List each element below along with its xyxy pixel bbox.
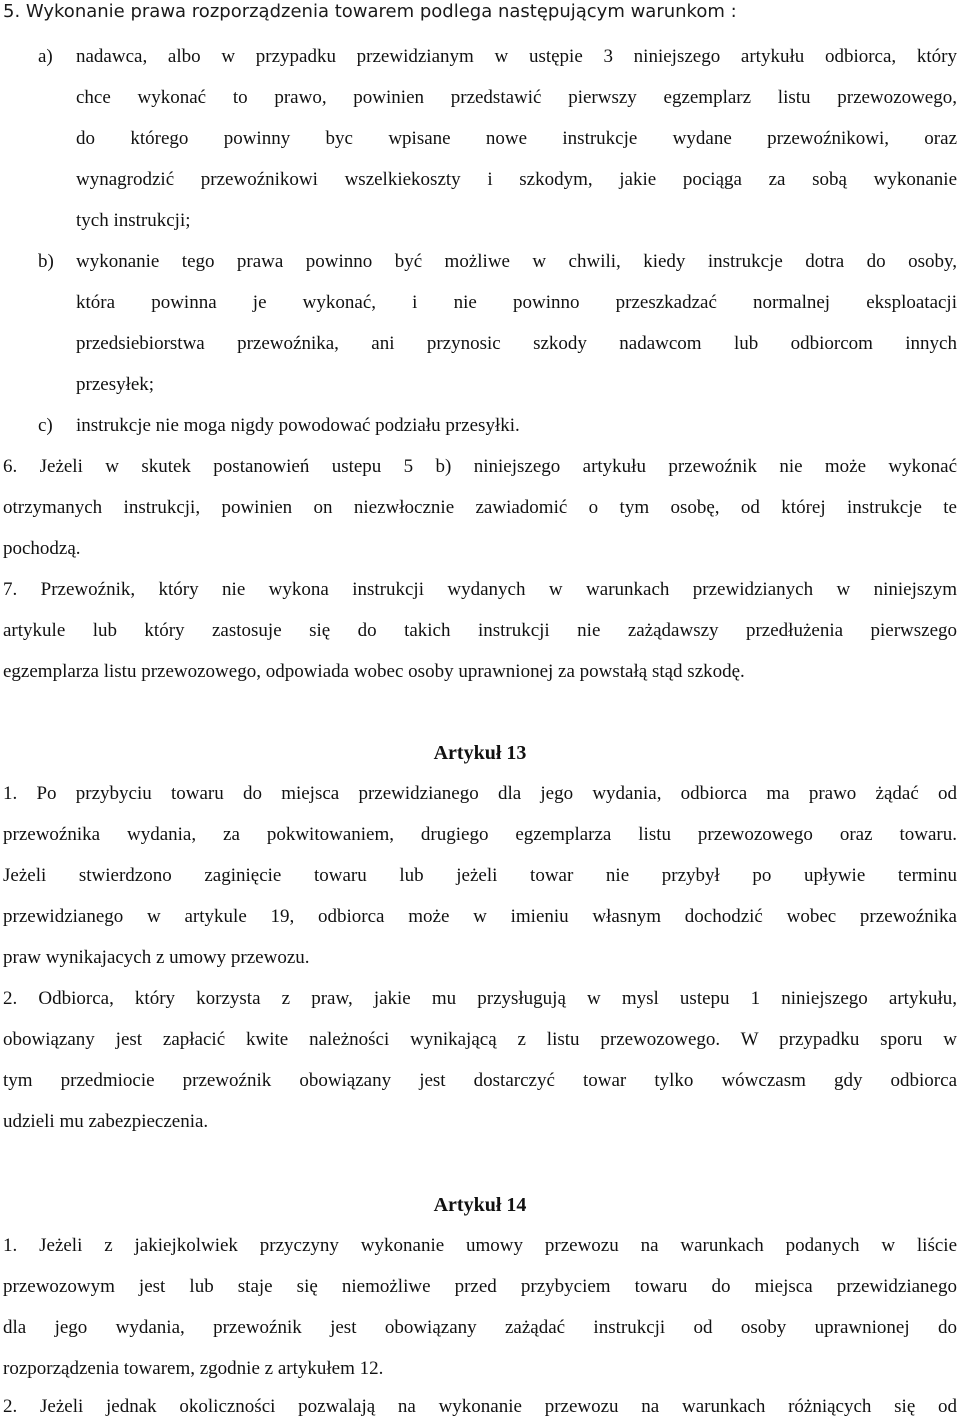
article-13-p2-line: tym przedmiocie przewoźnik obowiązany jest dostarczyć towar tylko wówczasm gdy odbiorca — [3, 1070, 957, 1091]
article-14-title: Artykuł 14 — [433, 1194, 527, 1216]
section-5b-line: która powinna je wykonać, i nie powinno przeszkadzać normalnej eksploatacji — [76, 292, 957, 313]
article-13-p2-line: 2. Odbiorca, który korzysta z praw, jakie mu przysługują w mysl ustepu 1 niniejszego artykułu, — [3, 988, 957, 1009]
article-14-p2-line: 2. Jeżeli jednak okoliczności pozwalają na wykonanie przewozu na warunkach różniących się od — [3, 1396, 957, 1417]
article-13-p1-line: przewidzianego w artykule 19, odbiorca może w imieniu własnym dochodzić wobec przewoźnika — [3, 906, 957, 927]
section-5c-line: instrukcje nie moga nigdy powodować podziału przesyłki. — [76, 415, 520, 436]
article-14-p1-line: dla jego wydania, przewoźnik jest obowiązany zażądać instrukcji od osoby uprawnionej do — [3, 1317, 957, 1338]
section-5a-line: nadawca, albo w przypadku przewidzianym w ustępie 3 niniejszego artykułu odbiorca, który — [76, 46, 957, 67]
list-marker-b: b) — [38, 251, 54, 272]
section-5b-line: przesyłek; — [76, 374, 155, 395]
article-14-p1-line: rozporządzenia towarem, zgodnie z artykułem 12. — [3, 1358, 384, 1379]
section-6-line: otrzymanych instrukcji, powinien on niezwłocznie zawiadomić o tym osobę, od której instrukcje te — [3, 497, 957, 518]
section-6-line: pochodzą. — [3, 538, 81, 559]
section-7-line: 7. Przewoźnik, który nie wykona instrukcji wydanych w warunkach przewidzianych w niniejszym — [3, 579, 957, 600]
article-13-p2-line: udzieli mu zabezpieczenia. — [3, 1111, 209, 1132]
section-5a-line: chce wykonać to prawo, powinien przedstawić pierwszy egzemplarz listu przewozowego, — [76, 87, 957, 108]
article-14-p1-line: przewozowym jest lub staje się niemożliwe przed przybyciem towaru do miejsca przewidzianego — [3, 1276, 957, 1297]
article-14-p1-line: 1. Jeżeli z jakiejkolwiek przyczyny wykonanie umowy przewozu na warunkach podanych w liście — [3, 1235, 957, 1256]
section-6-line: 6. Jeżeli w skutek postanowień ustepu 5 b) niniejszego artykułu przewoźnik nie może wykonać — [3, 456, 957, 477]
section-7-line: artykule lub który zastosuje się do takich instrukcji nie zażądawszy przedłużenia pierwszego — [3, 620, 957, 641]
list-marker-a: a) — [38, 46, 53, 67]
section-7-line: egzemplarza listu przewozowego, odpowiada wobec osoby uprawnionej za powstałą stąd szkodę. — [3, 661, 745, 682]
article-13-p1-line: 1. Po przybyciu towaru do miejsca przewidzianego dla jego wydania, odbiorca ma prawo żądać od — [3, 783, 957, 804]
article-13-p1-line: Jeżeli stwierdzono zaginięcie towaru lub jeżeli towar nie przybył po upływie terminu — [3, 865, 957, 886]
section-5-intro: 5. Wykonanie prawa rozporządzenia towarem podlega następującym warunkom : — [3, 1, 737, 22]
section-5b-line: wykonanie tego prawa powinno być możliwe w chwili, kiedy instrukcje dotra do osoby, — [76, 251, 957, 272]
section-5a-line: tych instrukcji; — [76, 210, 191, 231]
article-13-p1-line: praw wynikajacych z umowy przewozu. — [3, 947, 310, 968]
section-5a-line: do którego powinny byc wpisane nowe instrukcje wydane przewoźnikowi, oraz — [76, 128, 957, 149]
article-13-title: Artykuł 13 — [433, 742, 527, 764]
list-marker-c: c) — [38, 415, 53, 436]
article-13-p2-line: obowiązany jest zapłacić kwite należności wynikającą z listu przewozowego. W przypadku sporu w — [3, 1029, 957, 1050]
section-5a-line: wynagrodzić przewoźnikowi wszelkiekoszty i szkodym, jakie pociąga za sobą wykonanie — [76, 169, 957, 190]
section-5b-line: przedsiebiorstwa przewoźnika, ani przynosic szkody nadawcom lub odbiorcom innych — [76, 333, 957, 354]
article-13-p1-line: przewoźnika wydania, za pokwitowaniem, drugiego egzemplarza listu przewozowego oraz towaru. — [3, 824, 957, 845]
